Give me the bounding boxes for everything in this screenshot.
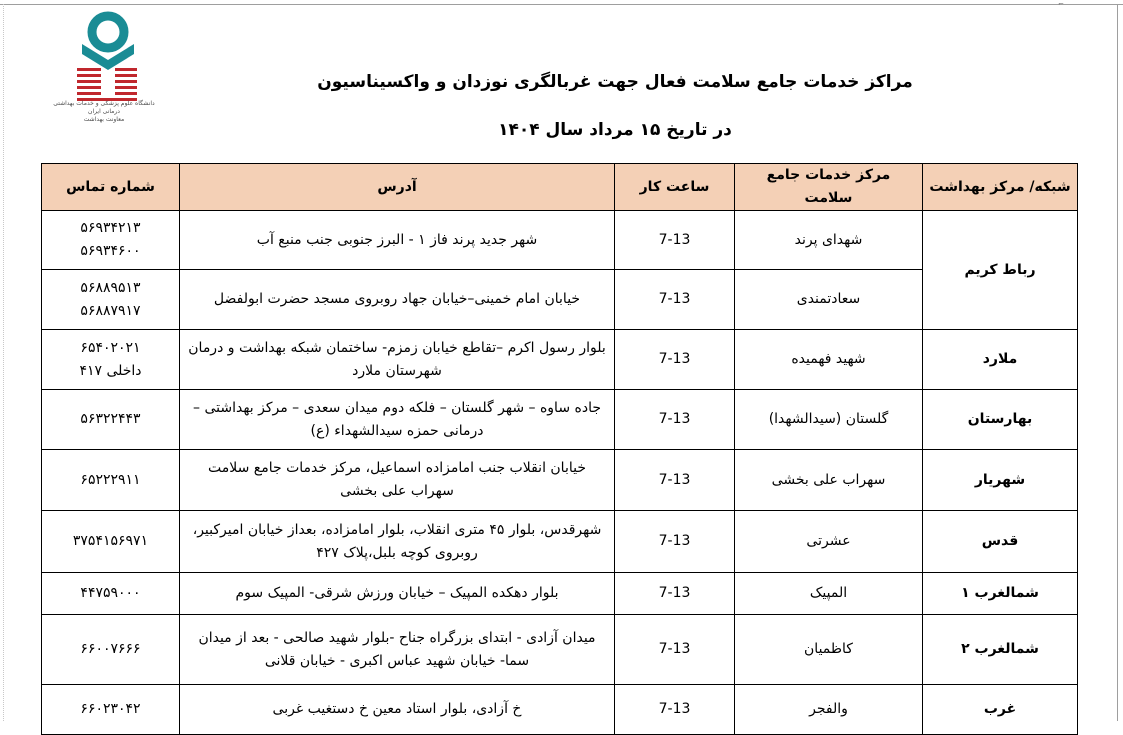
table-row bbox=[42, 390, 1078, 450]
address-cell: شهرقدس، بلوار ۴۵ متری انقلاب، بلوار امامزاده، بعداز خیابان امیرکبیر، روبروی کوچه بلبل،پلاک ۴۲۷ bbox=[180, 511, 615, 573]
center-cell: عشرتی bbox=[735, 511, 923, 573]
network-cell: غرب bbox=[923, 685, 1078, 735]
table-row bbox=[42, 330, 1078, 390]
hours-cell: 7-13 bbox=[615, 390, 735, 450]
phone-number: ۶۶۰۲۳۰۴۲ bbox=[80, 701, 141, 717]
phone-cell bbox=[42, 573, 180, 615]
address-cell: جاده ساوه – شهر گلستان – فلکه دوم میدان سعدی – مرکز بهداشتی – درمانی حمزه سیدالشهداء (ع) bbox=[180, 390, 615, 450]
network-cell: شمالغرب ۲ bbox=[923, 615, 1078, 685]
hours-cell: 7-13 bbox=[615, 270, 735, 330]
phone-cell bbox=[42, 211, 180, 270]
phone-number: ۳۷۵۴۱۵۶۹۷۱ bbox=[72, 533, 149, 549]
phone-number: ۶۵۲۲۲۹۱۱ bbox=[80, 471, 141, 488]
phone-number: ۶۵۴۰۲۰۲۱ bbox=[80, 339, 141, 356]
document-date: در تاریخ ۱۵ مرداد سال ۱۴۰۴ bbox=[498, 120, 732, 140]
phone-cell bbox=[42, 511, 180, 573]
center-cell: گلستان (سیدالشهدا) bbox=[735, 390, 923, 450]
address-cell: بلوار دهکده المپیک – خیابان ورزش شرقی- المپیک سوم bbox=[180, 573, 615, 615]
address-cell: بلوار رسول اکرم –تقاطع خیابان زمزم- ساختمان شبکه بهداشت و درمان شهرستان ملارد bbox=[180, 330, 615, 390]
network-cell: ملارد bbox=[923, 330, 1078, 390]
network-cell: شمالغرب ۱ bbox=[923, 573, 1078, 615]
network-cell: بهارستان bbox=[923, 390, 1078, 450]
phone-cell bbox=[42, 685, 180, 735]
center-cell: شهید فهمیده bbox=[735, 330, 923, 390]
address-cell: خ آزادی، بلوار استاد معین خ دستغیب غربی bbox=[180, 685, 615, 735]
health-centers-table bbox=[41, 163, 1078, 735]
phone-number: ۴۴۷۵۹۰۰۰ bbox=[80, 585, 141, 601]
network-cell: شهریار bbox=[923, 450, 1078, 511]
address-cell: شهر جدید پرند فاز ۱ - البرز جنوبی جنب منبع آب bbox=[180, 211, 615, 270]
column-header-address: آدرس bbox=[180, 164, 615, 211]
logo-caption bbox=[50, 100, 158, 124]
address-cell: میدان آزادی - ابتدای بزرگراه جناح -بلوار شهید صالحی - بعد از میدان سما- خیابان شهید عباس اکبری - خیابان قلانی bbox=[180, 615, 615, 685]
phone-number: ۵۶۹۳۴۲۱۳ bbox=[80, 220, 141, 236]
column-header-hours: ساعت کار bbox=[615, 164, 735, 211]
logo-caption-deputy: معاونت بهداشت bbox=[83, 116, 125, 123]
center-cell: المپیک bbox=[735, 573, 923, 615]
table-row bbox=[42, 270, 1078, 330]
hours-cell: 7-13 bbox=[615, 450, 735, 511]
phone-number: ۵۶۸۸۷۹۱۷ bbox=[80, 302, 141, 319]
center-cell: سعادتمندی bbox=[735, 270, 923, 330]
table-header-row bbox=[42, 164, 1078, 211]
page-right-border bbox=[1117, 4, 1118, 721]
hours-cell: 7-13 bbox=[615, 615, 735, 685]
phone-cell bbox=[42, 615, 180, 685]
phone-number: ۵۶۹۳۴۶۰۰ bbox=[80, 243, 141, 259]
network-cell: قدس bbox=[923, 511, 1078, 573]
table-row bbox=[42, 450, 1078, 511]
address-cell: خیابان امام خمینی–خیابان جهاد روبروی مسجد حضرت ابولفضل bbox=[180, 270, 615, 330]
column-header-network: شبکه/ مرکز بهداشت bbox=[923, 164, 1078, 211]
phone-cell bbox=[42, 450, 180, 511]
phone-cell bbox=[42, 270, 180, 330]
center-cell: شهدای پرند bbox=[735, 211, 923, 270]
phone-cell bbox=[42, 390, 180, 450]
center-cell: سهراب علی بخشی bbox=[735, 450, 923, 511]
hours-cell: 7-13 bbox=[615, 511, 735, 573]
page-left-border bbox=[3, 4, 4, 721]
table-row bbox=[42, 685, 1078, 735]
phone-cell bbox=[42, 330, 180, 390]
column-header-phone: شماره تماس bbox=[42, 164, 180, 211]
phone-extension: داخلی ۴۱۷ bbox=[79, 362, 142, 379]
hours-cell: 7-13 bbox=[615, 211, 735, 270]
phone-number: ۶۶۰۰۷۶۶۶ bbox=[80, 641, 141, 657]
document-title: مراکز خدمات جامع سلامت فعال جهت غربالگری نوزدان و واکسیناسیون bbox=[317, 72, 913, 92]
table-row bbox=[42, 511, 1078, 573]
table-row bbox=[42, 615, 1078, 685]
page-corner-mark: ⌐ bbox=[1058, 0, 1064, 8]
network-cell: رباط کریم bbox=[923, 211, 1078, 330]
logo-caption-university: دانشگاه علوم پزشکی و خدمات بهداشتی درمانی ایران bbox=[53, 100, 155, 115]
hours-cell: 7-13 bbox=[615, 330, 735, 390]
address-cell: خیابان انقلاب جنب امامزاده اسماعیل، مرکز خدمات جامع سلامت سهراب علی بخشی bbox=[180, 450, 615, 511]
center-cell: والفجر bbox=[735, 685, 923, 735]
center-cell: کاظمیان bbox=[735, 615, 923, 685]
phone-number: ۵۶۸۸۹۵۱۳ bbox=[80, 279, 141, 296]
page-top-border bbox=[0, 4, 1123, 5]
table-row bbox=[42, 573, 1078, 615]
hours-cell: 7-13 bbox=[615, 573, 735, 615]
table-row bbox=[42, 211, 1078, 270]
hours-cell: 7-13 bbox=[615, 685, 735, 735]
phone-number: ۵۶۳۲۲۴۴۳ bbox=[80, 411, 141, 427]
column-header-center: مرکز خدمات جامع سلامت bbox=[735, 164, 923, 211]
